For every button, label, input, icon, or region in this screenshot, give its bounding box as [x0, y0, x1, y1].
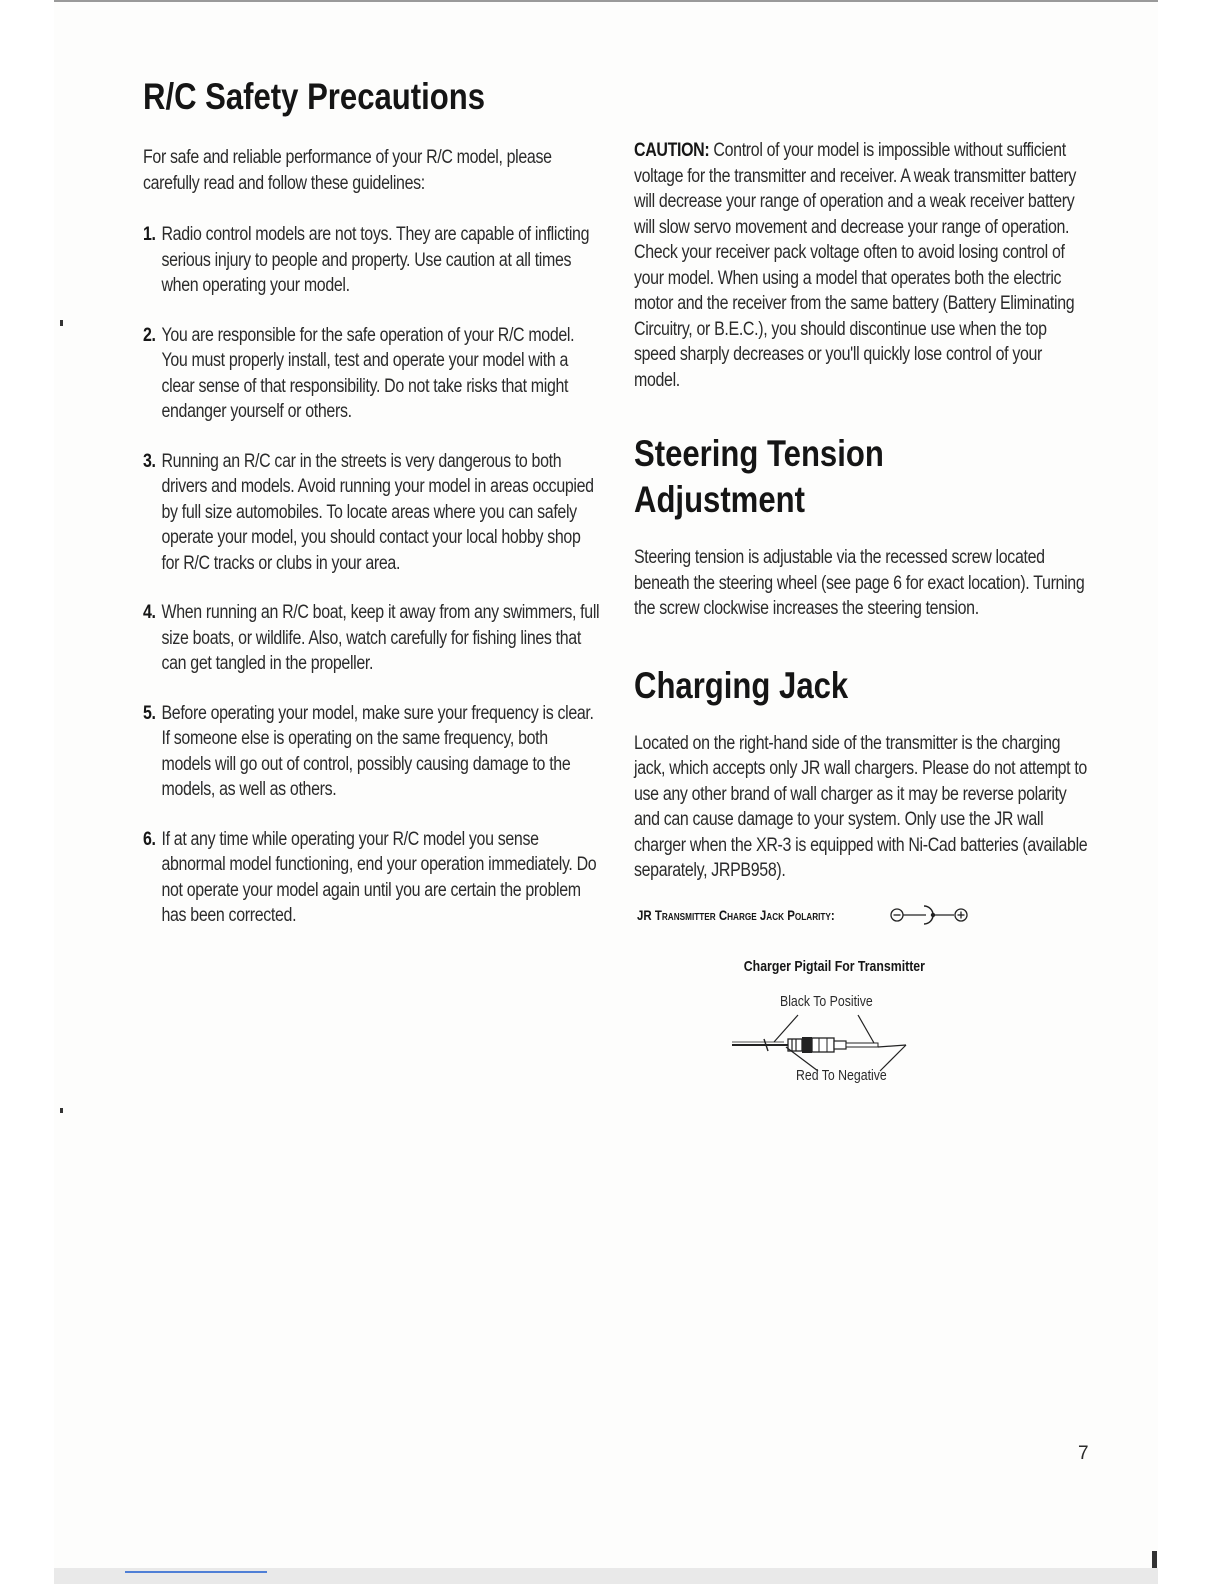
- item-number: 4.: [143, 602, 156, 623]
- item-text: If at any time while operating your R/C model you sense abnormal model functioning, end your operation immediately. Do not operate your model again until you are certain the problem has been corrected.: [161, 828, 597, 926]
- polarity-label: JR Transmitter Charge Jack Polarity:: [637, 907, 835, 923]
- bottom-scan-artifact: [125, 1571, 267, 1573]
- caution-text: Control of your model is impossible without sufficient voltage for the transmitter and receiver. A weak transmitter battery will decrease your range of operation and a weak receiver battery will slow servo movement and decrease your range of operation. Check your receiver pack voltage often to avoid losing control of your model. When using a model that operates both the electric motor and the receiver from the same battery (Battery Eliminating Circuitry, or B.E.C.), you should discontinue use when the top speed sharply decreases or you'll quickly lose control of your model.: [634, 140, 1076, 391]
- charger-pigtail-figure: [724, 958, 944, 1098]
- item-text: Radio control models are not toys. They are capable of inflicting serious injury to people and property. Use caution at all times when operating your model.: [161, 224, 590, 296]
- label-red-to-negative: Red To Negative: [796, 1067, 887, 1084]
- item-text: You are responsible for the safe operation of your R/C model. You must properly install, test and operate your model with a clear sense of that responsibility. Do not take risks that might endanger yourself or others.: [161, 324, 575, 422]
- polarity-symbol-icon: [888, 903, 972, 927]
- charging-title: Charging Jack: [634, 664, 849, 706]
- list-item: [143, 323, 601, 425]
- safety-title: R/C Safety Precautions: [143, 76, 485, 117]
- edge-mark: [60, 1108, 63, 1113]
- edge-mark: [1152, 1551, 1157, 1568]
- page-number: 7: [1078, 1443, 1089, 1464]
- list-item: [143, 701, 601, 803]
- item-text: When running an R/C boat, keep it away from any swimmers, full size boats, or wildlife. Also, watch carefully for fishing lines that can get tangled in the propeller.: [161, 602, 600, 674]
- item-number: 5.: [143, 702, 156, 724]
- label-black-to-positive: Black To Positive: [780, 993, 873, 1010]
- edge-mark: [60, 320, 63, 326]
- caution-paragraph: [634, 138, 1092, 393]
- safety-list: [143, 222, 601, 929]
- item-number: 3.: [143, 450, 156, 472]
- steering-title-line1: Steering Tension: [634, 433, 884, 474]
- figure-caption: Charger Pigtail For Transmitter: [743, 958, 925, 975]
- polarity-row: [637, 903, 887, 927]
- caution-label: CAUTION:: [634, 140, 710, 161]
- charging-text: Located on the right-hand side of the transmitter is the charging jack, which accepts only JR wall chargers. Please do not attempt to use any other brand of wall charger as it may be reverse polarity and can cause damage to your system. Only use the JR wall charger when the XR-3 is equipped with Ni-Cad batteries (available separately, JRPB958).: [634, 732, 1088, 881]
- item-number: 6.: [143, 828, 156, 850]
- safety-intro: For safe and reliable performance of your R/C model, please carefully read and follow these guidelines:: [143, 147, 552, 194]
- item-text: Running an R/C car in the streets is very dangerous to both drivers and models. Avoid running your model in areas occupied by full size automobiles. To locate areas where you can safely operate your model, you should contact your local hobby shop for R/C tracks or clubs in your area.: [161, 450, 594, 574]
- list-item: [143, 222, 601, 299]
- item-number: 1.: [143, 224, 156, 245]
- list-item: [143, 827, 601, 929]
- list-item: [143, 600, 601, 677]
- left-column: [143, 74, 598, 953]
- page-top-edge: [54, 0, 1158, 2]
- scan-margin-right: [1158, 0, 1224, 1584]
- scan-margin-left: [0, 0, 54, 1584]
- right-column: [634, 138, 1089, 884]
- item-text: Before operating your model, make sure your frequency is clear. If someone else is operating on the same frequency, both models will go out of control, possibly causing damage to the models, as well as others.: [161, 702, 594, 800]
- steering-title-line2: Adjustment: [634, 479, 805, 520]
- steering-text: Steering tension is adjustable via the recessed screw located beneath the steering wheel (see page 6 for exact location). Turning the screw clockwise increases the steering tension.: [634, 547, 1085, 619]
- list-item: [143, 449, 601, 577]
- charger-plug-icon: [724, 1013, 944, 1073]
- item-number: 2.: [143, 324, 156, 346]
- steering-title: [634, 431, 1016, 523]
